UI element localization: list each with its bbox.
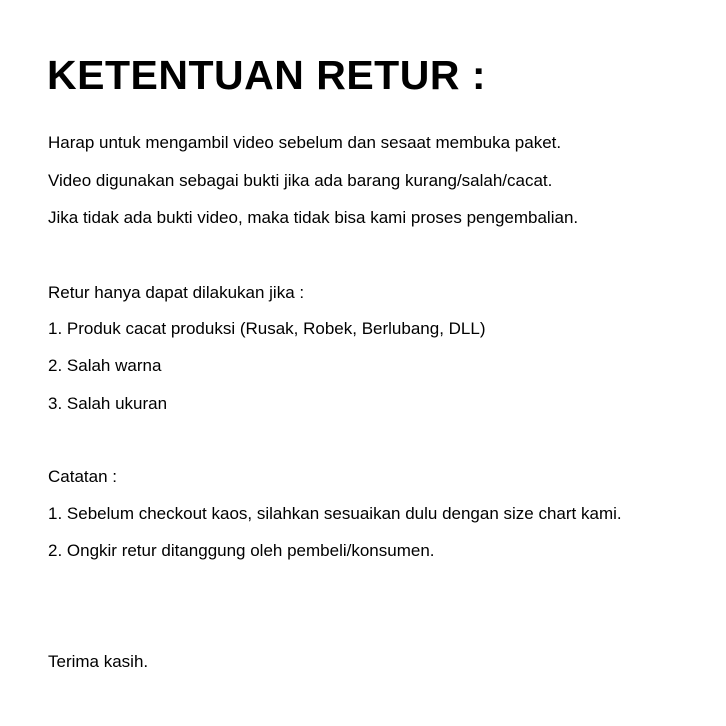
- notes-heading: Catatan :: [48, 467, 117, 486]
- conditions-heading: Retur hanya dapat dilakukan jika :: [48, 283, 305, 302]
- page-title: KETENTUAN RETUR :: [47, 52, 486, 98]
- closing-text: Terima kasih.: [48, 652, 149, 671]
- note-item-2: 2. Ongkir retur ditanggung oleh pembeli/konsumen.: [48, 541, 435, 560]
- condition-item-3: 3. Salah ukuran: [48, 394, 168, 413]
- intro-line-3: Jika tidak ada bukti video, maka tidak bisa kami proses pengembalian.: [48, 208, 579, 227]
- intro-line-2: Video digunakan sebagai bukti jika ada barang kurang/salah/cacat.: [48, 171, 553, 190]
- condition-item-1: 1. Produk cacat produksi (Rusak, Robek, Berlubang, DLL): [48, 319, 486, 338]
- note-item-1: 1. Sebelum checkout kaos, silahkan sesuaikan dulu dengan size chart kami.: [48, 504, 622, 523]
- intro-line-1: Harap untuk mengambil video sebelum dan sesaat membuka paket.: [48, 133, 562, 152]
- condition-item-2: 2. Salah warna: [48, 356, 162, 375]
